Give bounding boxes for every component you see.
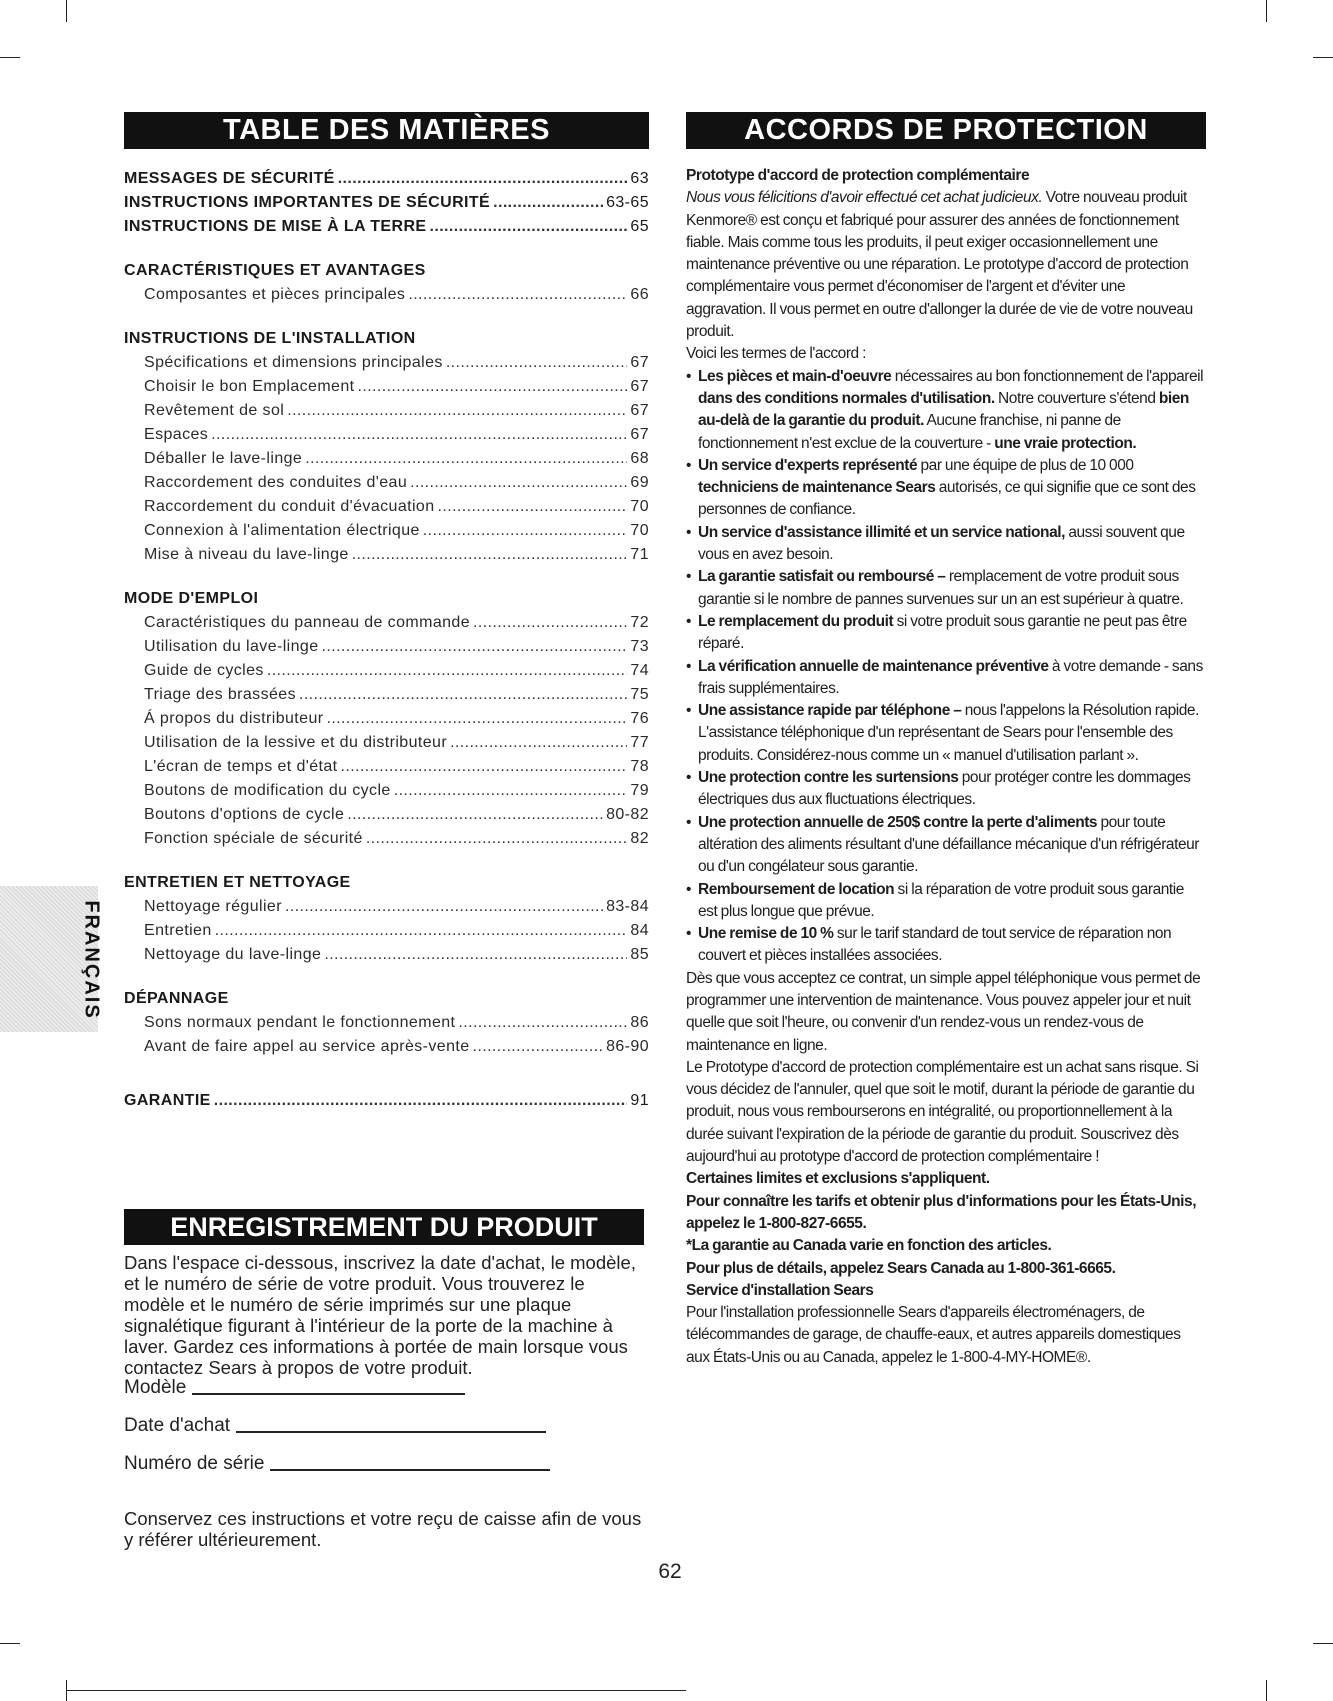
- toc-leader-dots: [267, 659, 628, 683]
- toc-leader-dots: [285, 895, 603, 919]
- serial-number-label: Numéro de série: [124, 1453, 265, 1474]
- toc-entry-page: 76: [630, 710, 649, 727]
- toc-entry: [124, 399, 649, 423]
- toc-entry-label: Choisir le bon Emplacement: [144, 378, 355, 395]
- crop-mark: [1266, 0, 1267, 22]
- bullet-text: remplacement de votre produit sous garantie si le nombre de pannes survenues sur un an est supérieur à quatre.: [698, 568, 1184, 608]
- toc-entry: [124, 215, 649, 239]
- toc-entry-page: 86-90: [606, 1038, 649, 1055]
- toc-entry-label: Avant de faire appel au service après-vente: [144, 1038, 470, 1055]
- toc-entry: [124, 1089, 649, 1113]
- limits-note: Certaines limites et exclusions s'appliquent.: [686, 1170, 990, 1188]
- bullet-text: aussi souvent que vous en avez besoin.: [698, 523, 1185, 564]
- bullet-text: pour protéger contre les dommages électriques dus aux fluctuations électriques.: [698, 769, 1191, 809]
- bullet-text: Aucune franchise, ni panne de fonctionnement n'est exclue de la couverture -: [698, 412, 1121, 452]
- protection-bullet: [686, 566, 1206, 611]
- protection-bullet: [686, 923, 1206, 968]
- toc-entry: [124, 731, 649, 755]
- protection-bullet: [686, 812, 1206, 879]
- toc-entry-page: 73: [630, 638, 649, 655]
- protection-intro-rest: Votre nouveau produit Kenmore® est conçu et fabriqué pour assurer des années de fonctionnement fiable. Mais comme tous les produits, il peut exiger occasionnellement une maintenance préventive ou une réparation. Le prototype d'accord de protection complémentaire vous permet d'économiser de l'argent et d'éviter une aggravation. Il vous permet en outre d'allonger la durée de vie de votre nouveau produit.: [686, 189, 1193, 341]
- bullet-text: Notre couverture s'étend: [994, 389, 1159, 407]
- toc-entry-page: 66: [630, 286, 649, 303]
- toc-leader-dots: [410, 471, 627, 495]
- toc-section-heading: MODE D'EMPLOI: [124, 590, 259, 607]
- bullet-emphasis: Une assistance rapide par téléphone –: [698, 702, 962, 720]
- left-column: [124, 112, 649, 1550]
- toc-leader-dots: [423, 519, 628, 543]
- toc-entry-label: Spécifications et dimensions principales: [144, 354, 443, 371]
- bullet-text: sur le tarif standard de tout service de réparation non couvert et pièces installées associées.: [698, 925, 1172, 965]
- bullet-emphasis: bien au-delà de la garantie du produit.: [698, 389, 1189, 430]
- us-contact-note: Pour connaître les tarifs et obtenir plus d'informations pour les États-Unis, appelez le 1-800-827-6655.: [686, 1192, 1197, 1232]
- toc-leader-dots: [326, 707, 627, 731]
- toc-entry: [124, 1011, 649, 1035]
- bullet-emphasis: Un service d'experts représenté: [698, 456, 918, 474]
- toc-leader-dots: [215, 919, 628, 943]
- toc-leader-dots: [358, 375, 628, 399]
- toc-leader-dots: [430, 215, 628, 239]
- toc-leader-dots: [493, 191, 603, 215]
- toc-entry: [124, 895, 649, 919]
- toc-entry: [124, 191, 649, 215]
- toc-entry-page: 68: [630, 450, 649, 467]
- toc-entry-label: Triage des brassées: [144, 686, 296, 703]
- toc-entry-label: Composantes et pièces principales: [144, 286, 406, 303]
- protection-intro-italic: Nous vous félicitions d'avoir effectué cet achat judicieux.: [686, 189, 1043, 207]
- toc-entry: [124, 707, 649, 731]
- toc-entry-label: Mise à niveau du lave-linge: [144, 546, 349, 563]
- bullet-emphasis: La garantie satisfait ou remboursé –: [698, 568, 946, 586]
- toc-leader-dots: [458, 1011, 627, 1035]
- protection-bullet: [686, 700, 1206, 767]
- toc-leader-dots: [473, 1035, 604, 1059]
- toc-leader-dots: [338, 167, 628, 191]
- bullet-text: autorisés, ce qui signifie que ce sont des personnes de confiance.: [698, 479, 1196, 519]
- bullet-emphasis: Remboursement de location: [698, 880, 895, 898]
- toc-entry-page: 63: [630, 170, 649, 187]
- toc-entry-page: 82: [630, 830, 649, 847]
- protection-bullet: [686, 455, 1206, 522]
- toc-entry-page: 70: [630, 498, 649, 515]
- toc-entry-label: Boutons d'options de cycle: [144, 806, 345, 823]
- bullet-emphasis: Un service d'assistance illimité et un service national,: [698, 523, 1065, 541]
- toc-leader-dots: [299, 683, 627, 707]
- toc-leader-dots: [408, 283, 627, 307]
- toc-leader-dots: [366, 827, 628, 851]
- toc-entry-page: 67: [630, 354, 649, 371]
- toc-entry-label: Espaces: [144, 426, 209, 443]
- toc-entry-label: Nettoyage du lave-linge: [144, 946, 322, 963]
- canada-warranty-note: *La garantie au Canada varie en fonction des articles.: [686, 1237, 1052, 1255]
- toc-entry: [124, 659, 649, 683]
- crop-mark: [1313, 1643, 1333, 1644]
- right-column: [686, 112, 1206, 1369]
- toc-entry-page: 67: [630, 402, 649, 419]
- bullet-text: si votre produit sous garantie ne peut pas être réparé.: [698, 612, 1187, 653]
- protection-intro: [686, 187, 1206, 343]
- protection-terms-label: Voici les termes de l'accord :: [686, 345, 866, 363]
- crop-mark: [1266, 1680, 1267, 1701]
- toc-title: TABLE DES MATIÈRES: [124, 112, 649, 149]
- toc-entry: [124, 827, 649, 851]
- toc-entry-page: 75: [630, 686, 649, 703]
- toc-leader-dots: [322, 635, 628, 659]
- protection-title: ACCORDS DE PROTECTION: [686, 112, 1206, 149]
- bullet-emphasis: Le remplacement du produit: [698, 612, 894, 630]
- toc-entry: [124, 423, 649, 447]
- toc-leader-dots: [211, 423, 627, 447]
- protection-bullet: [686, 879, 1206, 924]
- protection-bullet: [686, 611, 1206, 656]
- protection-paragraph: Le Prototype d'accord de protection complémentaire est un achat sans risque. Si vous décidez de l'annuler, quel que soit le motif, durant la période de garantie du produit, nous vous rembourserons en intégralité, ou proportionnellement à la durée suivant l'expiration de la période de garantie du produit. Souscrivez dès aujourd'hui au prototype d'accord de protection complémentaire !: [686, 1058, 1199, 1166]
- toc-section-heading: INSTRUCTIONS DE L'INSTALLATION: [124, 330, 416, 347]
- bullet-emphasis: Une remise de 10 %: [698, 925, 834, 943]
- toc-entry-label: Raccordement du conduit d'évacuation: [144, 498, 435, 515]
- toc-entry: [124, 167, 649, 191]
- toc-leader-dots: [305, 447, 627, 471]
- bullet-text: nous l'appelons la Résolution rapide. L'assistance téléphonique d'un représentant de Sears pour l'ensemble des produits. Considérez-nous comme un « manuel d'utilisation parlant ».: [698, 702, 1199, 764]
- toc-entry-page: 84: [630, 922, 649, 939]
- toc-leader-dots: [473, 611, 627, 635]
- protection-bullet: [686, 522, 1206, 567]
- toc-entry: [124, 471, 649, 495]
- toc-leader-dots: [324, 943, 627, 967]
- protection-heading: Prototype d'accord de protection complémentaire: [686, 167, 1030, 184]
- toc-entry: [124, 755, 649, 779]
- crop-mark: [66, 1690, 686, 1691]
- toc-entry: [124, 519, 649, 543]
- registration-title: ENREGISTREMENT DU PRODUIT: [124, 1209, 644, 1245]
- toc-entry-label: Boutons de modification du cycle: [144, 782, 391, 799]
- toc-entry: [124, 803, 649, 827]
- toc-entry: [124, 779, 649, 803]
- bullet-emphasis: La vérification annuelle de maintenance préventive: [698, 657, 1049, 675]
- bullet-emphasis: Une protection contre les surtensions: [698, 769, 959, 787]
- purchase-date-field[interactable]: [124, 1415, 546, 1437]
- model-field[interactable]: [124, 1377, 465, 1399]
- purchase-date-line[interactable]: [236, 1431, 546, 1433]
- bullet-emphasis: dans des conditions normales d'utilisation.: [698, 389, 995, 407]
- protection-bullet-list: [686, 366, 1206, 968]
- toc-entry-label: Connexion à l'alimentation électrique: [144, 522, 420, 539]
- protection-paragraph: Dès que vous acceptez ce contrat, un simple appel téléphonique vous permet de programmer une intervention de maintenance. Vous pouvez appeler jour et nuit quelle que soit l'heure, ou convenir d'un rendez-vous un rendez-vous de maintenance en ligne.: [686, 969, 1201, 1054]
- registration-keep-note: Conservez ces instructions et votre reçu de caisse afin de vous y référer ultérieurement.: [124, 1508, 642, 1550]
- toc-entry: [124, 943, 649, 967]
- bullet-emphasis: techniciens de maintenance Sears: [698, 479, 936, 497]
- toc-entry-page: 77: [630, 734, 649, 751]
- model-line[interactable]: [192, 1393, 465, 1395]
- toc-entry: [124, 611, 649, 635]
- toc-entry: [124, 283, 649, 307]
- toc-leader-dots: [352, 543, 628, 567]
- toc-leader-dots: [347, 803, 603, 827]
- toc-entry-label: L'écran de temps et d'état: [144, 758, 338, 775]
- toc-entry: [124, 919, 649, 943]
- toc-entry-label: Sons normaux pendant le fonctionnement: [144, 1014, 456, 1031]
- crop-mark: [0, 1643, 20, 1644]
- bullet-text: par une équipe de plus de 10 000: [917, 456, 1134, 474]
- crop-mark: [0, 57, 20, 58]
- toc-entry-label: MESSAGES DE SÉCURITÉ: [124, 170, 335, 187]
- toc-entry: [124, 495, 649, 519]
- toc-entry-page: 85: [630, 946, 649, 963]
- serial-number-field[interactable]: [124, 1453, 550, 1475]
- bullet-text: pour toute altération des aliments résultant d'une défaillance mécanique d'un réfrigérateur ou d'un congélateur sous garantie.: [698, 813, 1199, 876]
- toc-entry-page: 67: [630, 378, 649, 395]
- toc-entry-page: 72: [630, 614, 649, 631]
- toc-entry-label: INSTRUCTIONS IMPORTANTES DE SÉCURITÉ: [124, 194, 491, 211]
- toc-entry: [124, 635, 649, 659]
- toc-leader-dots: [341, 755, 628, 779]
- toc-entry-label: Fonction spéciale de sécurité: [144, 830, 363, 847]
- toc-leader-dots: [438, 495, 628, 519]
- protection-bullet: [686, 656, 1206, 701]
- toc-entry-page: 83-84: [606, 898, 649, 915]
- toc-entry-label: Raccordement des conduites d'eau: [144, 474, 408, 491]
- toc-entry: [124, 375, 649, 399]
- canada-contact-note: Pour plus de détails, appelez Sears Canada au 1-800-361-6665.: [686, 1259, 1116, 1277]
- toc-entry-label: Utilisation du lave-linge: [144, 638, 319, 655]
- protection-body: [686, 165, 1206, 1369]
- toc-entry-label: INSTRUCTIONS DE MISE À LA TERRE: [124, 218, 427, 235]
- toc-entry: [124, 447, 649, 471]
- toc-entry-page: 86: [630, 1014, 649, 1031]
- toc-entry-page: 91: [630, 1092, 649, 1109]
- crop-mark: [1313, 57, 1333, 58]
- toc-leader-dots: [394, 779, 628, 803]
- bullet-text: nécessaires au bon fonctionnement de l'appareil: [891, 367, 1204, 385]
- toc-entry: [124, 351, 649, 375]
- toc-entry-label: Utilisation de la lessive et du distributeur: [144, 734, 448, 751]
- bullet-emphasis: une vraie protection.: [994, 434, 1137, 452]
- toc-section-heading: DÉPANNAGE: [124, 990, 229, 1007]
- toc-entry-page: 80-82: [606, 806, 649, 823]
- toc-entry-page: 79: [630, 782, 649, 799]
- bullet-emphasis: Une protection annuelle de 250$ contre la perte d'aliments: [698, 813, 1098, 831]
- protection-bullet: [686, 366, 1206, 455]
- protection-bullet: [686, 767, 1206, 812]
- toc-section-heading: CARACTÉRISTIQUES ET AVANTAGES: [124, 262, 426, 279]
- toc-entry-label: Entretien: [144, 922, 212, 939]
- toc-leader-dots: [450, 731, 627, 755]
- language-tab: [80, 890, 102, 1030]
- crop-mark: [66, 0, 67, 22]
- model-label: Modèle: [124, 1377, 187, 1398]
- table-of-contents: [124, 167, 649, 1113]
- language-tab-label: FRANÇAIS: [80, 900, 103, 1020]
- toc-entry-page: 70: [630, 522, 649, 539]
- toc-entry-label: Nettoyage régulier: [144, 898, 282, 915]
- toc-leader-dots: [287, 399, 627, 423]
- bullet-emphasis: Les pièces et main-d'oeuvre: [698, 367, 892, 385]
- toc-entry-page: 71: [630, 546, 649, 563]
- toc-section-heading: ENTRETIEN ET NETTOYAGE: [124, 874, 351, 891]
- toc-entry-page: 74: [630, 662, 649, 679]
- registration-intro: Dans l'espace ci-dessous, inscrivez la date d'achat, le modèle, et le numéro de série de votre produit. Vous trouverez le modèle et le numéro de série imprimés sur une plaque signalétique figurant à l'intérieur de la porte de la machine à laver. Gardez ces informations à portée de main lorsque vous contactez Sears à propos de votre produit.: [124, 1252, 636, 1378]
- toc-entry: [124, 1035, 649, 1059]
- serial-number-line[interactable]: [270, 1469, 550, 1471]
- toc-leader-dots: [214, 1089, 628, 1113]
- toc-entry: [124, 683, 649, 707]
- toc-leader-dots: [446, 351, 628, 375]
- toc-entry-label: Revêtement de sol: [144, 402, 285, 419]
- toc-entry-page: 69: [630, 474, 649, 491]
- toc-entry-page: 63-65: [606, 194, 649, 211]
- page-number: 62: [658, 1560, 682, 1583]
- toc-entry-label: GARANTIE: [124, 1092, 211, 1109]
- bullet-text: à votre demande - sans frais supplémentaires.: [698, 657, 1203, 697]
- toc-entry-label: Á propos du distributeur: [144, 710, 324, 727]
- toc-entry-label: Caractéristiques du panneau de commande: [144, 614, 471, 631]
- bullet-text: si la réparation de votre produit sous garantie est plus longue que prévue.: [698, 880, 1184, 920]
- toc-entry-page: 78: [630, 758, 649, 775]
- purchase-date-label: Date d'achat: [124, 1415, 231, 1436]
- installation-heading: Service d'installation Sears: [686, 1281, 874, 1299]
- toc-entry-label: Guide de cycles: [144, 662, 264, 679]
- toc-entry-label: Déballer le lave-linge: [144, 450, 303, 467]
- toc-entry-page: 65: [630, 218, 649, 235]
- toc-entry-page: 67: [630, 426, 649, 443]
- installation-text: Pour l'installation professionnelle Sears d'appareils électroménagers, de télécommandes de garage, de chauffe-eaux, et autres appareils domestiques aux États-Unis ou au Canada, appelez le 1-800-4-MY-HOME®.: [686, 1304, 1181, 1366]
- toc-entry: [124, 543, 649, 567]
